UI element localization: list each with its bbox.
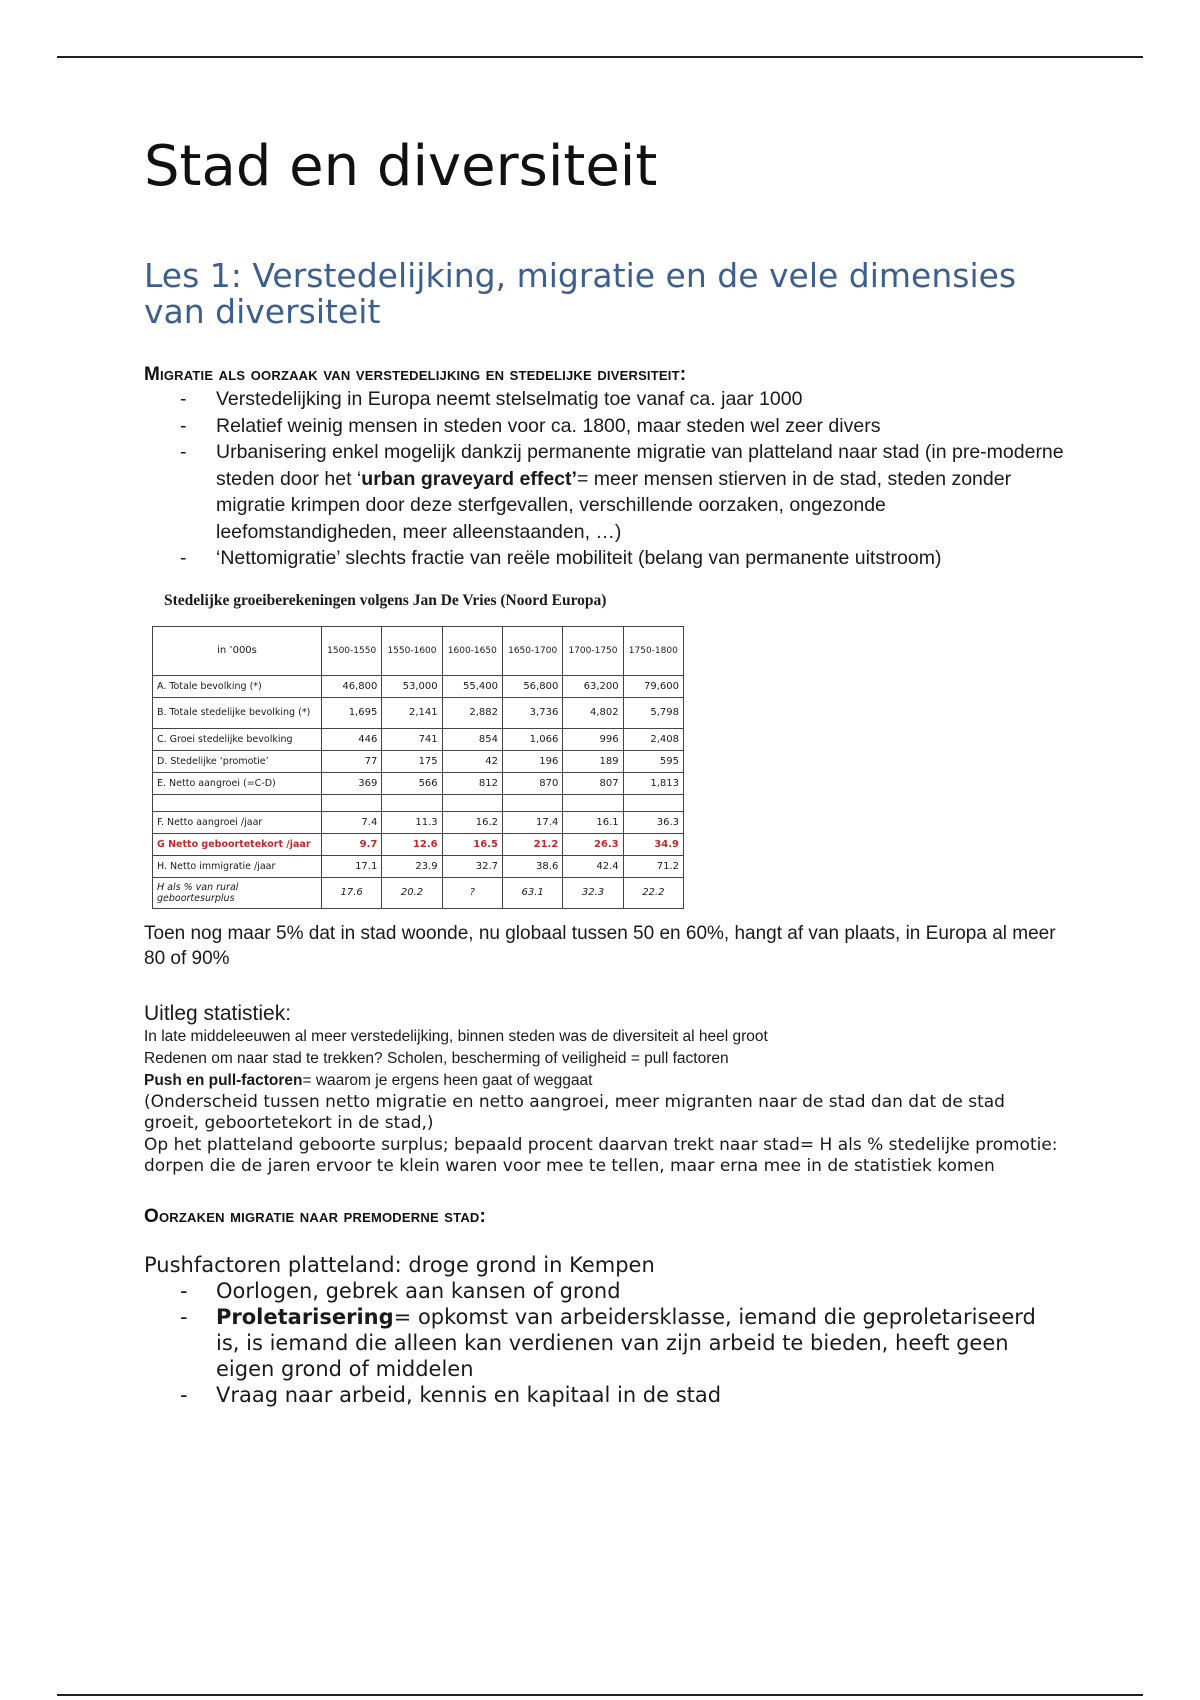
list-item bbox=[144, 439, 1064, 545]
table-cell: 22.2 bbox=[623, 877, 683, 908]
list-item: - ‘Nettomigratie’ slechts fractie van reële mobiliteit (belang van permanente uitstroom) bbox=[144, 545, 1064, 572]
table-cell: 3,736 bbox=[502, 697, 562, 728]
table-cell: 53,000 bbox=[382, 675, 442, 697]
table-cell: 16.2 bbox=[442, 811, 502, 833]
row-label: B. Totale stedelijke bevolking (*) bbox=[153, 697, 322, 728]
table-cell bbox=[322, 794, 382, 811]
list-item: - Oorlogen, gebrek aan kansen of grond bbox=[144, 1278, 1064, 1304]
table-cell: 20.2 bbox=[382, 877, 442, 908]
row-label: F. Netto aangroei /jaar bbox=[153, 811, 322, 833]
bullet-text-bold: Proletarisering bbox=[216, 1304, 394, 1329]
stats-line bbox=[144, 1070, 1064, 1092]
table-cell: 741 bbox=[382, 728, 442, 750]
list-item: - Relatief weinig mensen in steden voor ca. 1800, maar steden wel zeer divers bbox=[144, 413, 1064, 440]
table-cell: 2,141 bbox=[382, 697, 442, 728]
bullet-list-push bbox=[144, 1278, 1064, 1408]
section-heading-oorzaken: Oorzaken migratie naar premoderne stad: bbox=[144, 1205, 487, 1227]
table-row bbox=[153, 675, 684, 697]
bullet-text-post: = meer mensen stierven in de stad, steden zonder migratie krimpen door deze sterfgevallen, verschillende oorzaken, ongezonde leefomstandigheden, meer alleenstaanden, …) bbox=[216, 467, 1012, 543]
table-figure bbox=[152, 592, 692, 909]
list-item: - Verstedelijking in Europa neemt stelselmatig toe vanaf ca. jaar 1000 bbox=[144, 386, 1064, 413]
document-title: Stad en diversiteit bbox=[144, 134, 658, 199]
table-cell: 175 bbox=[382, 750, 442, 772]
table-cell bbox=[442, 794, 502, 811]
table-cell: 5,798 bbox=[623, 697, 683, 728]
table-cell: 32.3 bbox=[563, 877, 623, 908]
table-cell: 16.5 bbox=[442, 833, 502, 855]
bullet-list-migratie bbox=[144, 386, 1064, 572]
row-label: G Netto geboortetekort /jaar bbox=[153, 833, 322, 855]
push-pull-term: Push en pull-factoren bbox=[144, 1071, 303, 1089]
table-cell: 996 bbox=[563, 728, 623, 750]
table-row bbox=[153, 772, 684, 794]
table-row bbox=[153, 728, 684, 750]
table-cell: 32.7 bbox=[442, 855, 502, 877]
row-label: D. Stedelijke ‘promotie’ bbox=[153, 750, 322, 772]
table-row bbox=[153, 811, 684, 833]
column-header: 1550-1600 bbox=[382, 626, 442, 675]
table-row bbox=[153, 833, 684, 855]
table-cell: 21.2 bbox=[502, 833, 562, 855]
table-cell: 23.9 bbox=[382, 855, 442, 877]
table-cell bbox=[153, 794, 322, 811]
table-cell: 42.4 bbox=[563, 855, 623, 877]
table-cell: 17.4 bbox=[502, 811, 562, 833]
column-header: 1500-1550 bbox=[322, 626, 382, 675]
row-label: A. Totale bevolking (*) bbox=[153, 675, 322, 697]
table-cell: 71.2 bbox=[623, 855, 683, 877]
stats-line: In late middeleeuwen al meer verstedelijking, binnen steden was de diversiteit al heel groot bbox=[144, 1027, 768, 1045]
table-row bbox=[153, 877, 684, 908]
table-cell bbox=[623, 794, 683, 811]
table-row bbox=[153, 697, 684, 728]
table-cell: 2,408 bbox=[623, 728, 683, 750]
stats-line: Redenen om naar stad te trekken? Scholen, bescherming of veiligheid = pull factoren bbox=[144, 1049, 729, 1067]
table-cell: 854 bbox=[442, 728, 502, 750]
push-factors-title: Pushfactoren platteland: droge grond in Kempen bbox=[144, 1252, 655, 1277]
table-cell: 34.9 bbox=[623, 833, 683, 855]
table-row bbox=[153, 855, 684, 877]
table-header-row bbox=[153, 626, 684, 675]
table-cell: 55,400 bbox=[442, 675, 502, 697]
table-cell: 189 bbox=[563, 750, 623, 772]
lesson-title: Les 1: Verstedelijking, migratie en de vele dimensies van diversiteit bbox=[144, 255, 1017, 331]
table-cell: 2,882 bbox=[442, 697, 502, 728]
section-heading-migratie: Migratie als oorzaak van verstedelijking en stedelijke diversiteit: bbox=[144, 364, 687, 386]
table-cell: 36.3 bbox=[623, 811, 683, 833]
top-rule bbox=[57, 56, 1143, 58]
table-cell: 11.3 bbox=[382, 811, 442, 833]
table-spacer-row bbox=[153, 794, 684, 811]
table-cell: 77 bbox=[322, 750, 382, 772]
table-cell: 38.6 bbox=[502, 855, 562, 877]
table-cell: 63.1 bbox=[502, 877, 562, 908]
bullet-text-bold: urban graveyard effect’ bbox=[361, 467, 577, 490]
row-label: C. Groei stedelijke bevolking bbox=[153, 728, 322, 750]
table-cell: 807 bbox=[563, 772, 623, 794]
table-cell: 46,800 bbox=[322, 675, 382, 697]
growth-table bbox=[152, 626, 684, 909]
table-cell: 870 bbox=[502, 772, 562, 794]
table-cell: 1,066 bbox=[502, 728, 562, 750]
table-corner: in ’000s bbox=[153, 626, 322, 675]
table-cell: 56,800 bbox=[502, 675, 562, 697]
stats-paragraph: Op het platteland geboorte surplus; bepaald procent daarvan trekt naar stad= H als % stedelijke promotie: dorpen die de jaren ervoor te klein waren voor mee te tellen, maar erna mee in de statistiek komen bbox=[144, 1134, 1058, 1177]
row-label: E. Netto aangroei (=C-D) bbox=[153, 772, 322, 794]
after-table-paragraph: Toen nog maar 5% dat in stad woonde, nu globaal tussen 50 en 60%, hangt af van plaats, in Europa al meer 80 of 90% bbox=[144, 922, 1056, 970]
stats-heading: Uitleg statistiek: bbox=[144, 1001, 292, 1025]
table-cell: 12.6 bbox=[382, 833, 442, 855]
table-cell: 196 bbox=[502, 750, 562, 772]
column-header: 1650-1700 bbox=[502, 626, 562, 675]
row-label: H als % van rural geboortesurplus bbox=[153, 877, 322, 908]
table-cell: 566 bbox=[382, 772, 442, 794]
table-cell: 446 bbox=[322, 728, 382, 750]
table-cell: 16.1 bbox=[563, 811, 623, 833]
table-cell: 79,600 bbox=[623, 675, 683, 697]
table-cell: 17.1 bbox=[322, 855, 382, 877]
table-row bbox=[153, 750, 684, 772]
row-label: H. Netto immigratie /jaar bbox=[153, 855, 322, 877]
table-cell: 369 bbox=[322, 772, 382, 794]
table-cell: 1,813 bbox=[623, 772, 683, 794]
table-cell: 4,802 bbox=[563, 697, 623, 728]
stats-paragraph: (Onderscheid tussen netto migratie en netto aangroei, meer migranten naar de stad dan dat de stad groeit, geboortetekort in de stad,) bbox=[144, 1091, 1005, 1134]
table-cell: 17.6 bbox=[322, 877, 382, 908]
bullet-text-pre: Urbanisering enkel mogelijk dankzij permanente migratie van platteland naar stad (in pre-moderne steden door het ‘ bbox=[216, 441, 1064, 490]
column-header: 1600-1650 bbox=[442, 626, 502, 675]
table-cell: 812 bbox=[442, 772, 502, 794]
table-cell: 26.3 bbox=[563, 833, 623, 855]
table-cell: ? bbox=[442, 877, 502, 908]
column-header: 1700-1750 bbox=[563, 626, 623, 675]
bottom-rule bbox=[57, 1694, 1143, 1696]
column-header: 1750-1800 bbox=[623, 626, 683, 675]
list-item: - Vraag naar arbeid, kennis en kapitaal in de stad bbox=[144, 1382, 1064, 1408]
list-item bbox=[144, 1304, 1064, 1382]
document-page bbox=[144, 136, 1064, 1408]
table-cell bbox=[382, 794, 442, 811]
bullet-text-post: = opkomst van arbeidersklasse, iemand die geproletariseerd is, is iemand die alleen kan verdienen van zijn arbeid te bieden, heeft geen eigen grond of middelen bbox=[216, 1304, 1036, 1381]
table-cell: 1,695 bbox=[322, 697, 382, 728]
table-cell: 63,200 bbox=[563, 675, 623, 697]
table-cell bbox=[502, 794, 562, 811]
table-caption: Stedelijke groeiberekeningen volgens Jan De Vries (Noord Europa) bbox=[164, 591, 607, 609]
table-cell: 595 bbox=[623, 750, 683, 772]
table-cell: 42 bbox=[442, 750, 502, 772]
table-cell: 9.7 bbox=[322, 833, 382, 855]
push-pull-definition: = waarom je ergens heen gaat of weggaat bbox=[302, 1071, 593, 1089]
table-cell: 7.4 bbox=[322, 811, 382, 833]
table-cell bbox=[563, 794, 623, 811]
